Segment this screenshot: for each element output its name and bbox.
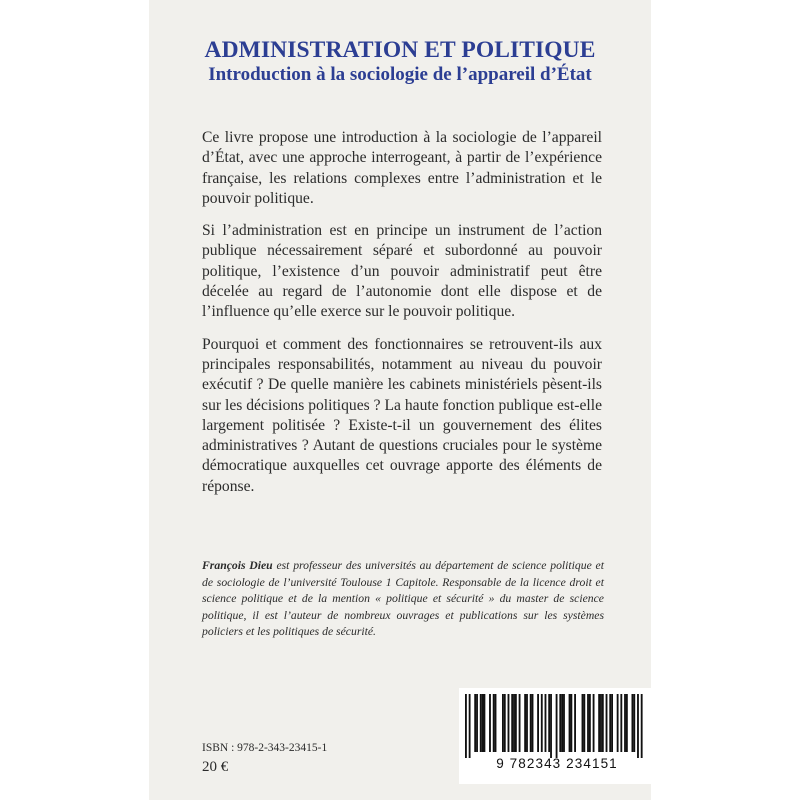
barcode-bar bbox=[502, 694, 504, 752]
barcode-bar bbox=[617, 694, 619, 752]
barcode-bar bbox=[550, 694, 552, 758]
barcode-bar bbox=[519, 694, 521, 752]
barcode-bar bbox=[620, 694, 622, 752]
barcode-bar bbox=[559, 694, 561, 752]
blurb-paragraph-2: Si l’administration est en principe un instrument de l’action publique nécessairement séparé et subordonné au pouvoir politique, l’existence d’un pouvoir administratif peut être décelée au regard de l’autonomie dont elle dispose et de l’influence qu’elle exerce sur le pouvoir politique. bbox=[202, 222, 602, 321]
isbn-text: ISBN : 978-2-343-23415-1 bbox=[202, 742, 328, 754]
barcode-bar bbox=[537, 694, 539, 752]
book-title: ADMINISTRATION ET POLITIQUE bbox=[204, 37, 596, 63]
barcode-bar bbox=[474, 694, 476, 752]
barcode-bar bbox=[532, 694, 534, 752]
barcode-bar bbox=[548, 694, 550, 752]
barcode-bar bbox=[569, 694, 571, 752]
author-bio-text: est professeur des universités au département de science politique et de sociologie de l’université Toulouse 1 Capitole. Responsable de la licence droit et science politique et de la mention « politique et sécurité » du master de science politique, il est l’auteur de nombreux ouvrages et publications sur les systèmes policiers et les politiques de sécurité. bbox=[202, 559, 604, 639]
blurb-paragraph-1: Ce livre propose une introduction à la sociologie de l’appareil d’État, avec une approche interrogeant, à partir de l’expérience française, les relations complexes entre l’administration et le pouvoir politique. bbox=[202, 129, 602, 207]
barcode-bar bbox=[606, 694, 608, 752]
barcode-bar bbox=[508, 694, 510, 752]
barcode-bar bbox=[524, 694, 526, 752]
barcode-bar bbox=[598, 694, 600, 752]
barcode-bar bbox=[583, 694, 585, 752]
barcode-bar bbox=[602, 694, 604, 752]
barcode-bar bbox=[484, 694, 486, 752]
barcode-bar bbox=[545, 694, 547, 752]
author-name: François Dieu bbox=[202, 559, 273, 572]
barcode-bars bbox=[459, 688, 655, 758]
barcode-bar bbox=[469, 694, 471, 758]
blurb bbox=[202, 128, 602, 509]
barcode-bar bbox=[495, 694, 497, 752]
barcode-bar bbox=[489, 694, 491, 752]
barcode-bar bbox=[504, 694, 506, 752]
blurb-paragraph-3: Pourquoi et comment des fonctionnaires se retrouvent-ils aux principales responsabilités, notamment au niveau du pouvoir exécutif ? De quelle manière les cabinets ministériels pèsent-ils sur les décisions politiques ? La haute fonction publique est-elle largement politisée ? Existe-t-il un gouvernement des élites administratives ? Autant de questions cruciales pour le système démocratique auxquelles cet ouvrage apporte des éléments de réponse. bbox=[202, 335, 602, 495]
barcode-bar bbox=[587, 694, 589, 752]
barcode-bar bbox=[541, 694, 543, 752]
barcode-bar bbox=[570, 694, 572, 752]
barcode-bar bbox=[593, 694, 595, 752]
barcode-bar bbox=[582, 694, 584, 752]
barcode-bar bbox=[476, 694, 478, 752]
barcode-bar bbox=[611, 694, 613, 752]
barcode-bar bbox=[515, 694, 517, 752]
barcode-bar bbox=[626, 694, 628, 752]
barcode-bar bbox=[493, 694, 495, 752]
barcode-bar bbox=[574, 694, 576, 752]
price-text: 20 € bbox=[202, 759, 229, 775]
barcode-bar bbox=[530, 694, 532, 752]
back-cover bbox=[149, 0, 651, 800]
barcode-bar bbox=[561, 694, 563, 752]
barcode-bar bbox=[609, 694, 611, 752]
barcode-bar bbox=[513, 694, 515, 752]
barcode-bar bbox=[589, 694, 591, 752]
barcode-bar bbox=[600, 694, 602, 752]
author-bio bbox=[202, 558, 604, 641]
barcode-digits: 9 782343 234151 bbox=[496, 756, 618, 771]
barcode-bar bbox=[556, 694, 558, 758]
barcode-bar bbox=[633, 694, 635, 752]
book-subtitle: Introduction à la sociologie de l’appareil d’État bbox=[208, 64, 592, 85]
barcode-bar bbox=[624, 694, 626, 752]
barcode-bar bbox=[632, 694, 634, 752]
barcode-bar bbox=[637, 694, 639, 758]
barcode-bar bbox=[465, 694, 467, 758]
barcode bbox=[459, 688, 655, 784]
barcode-bar bbox=[480, 694, 482, 752]
barcode-bar bbox=[526, 694, 528, 752]
barcode-bar bbox=[563, 694, 565, 752]
barcode-bar bbox=[641, 694, 643, 758]
barcode-bar bbox=[511, 694, 513, 752]
barcode-bar bbox=[482, 694, 484, 752]
